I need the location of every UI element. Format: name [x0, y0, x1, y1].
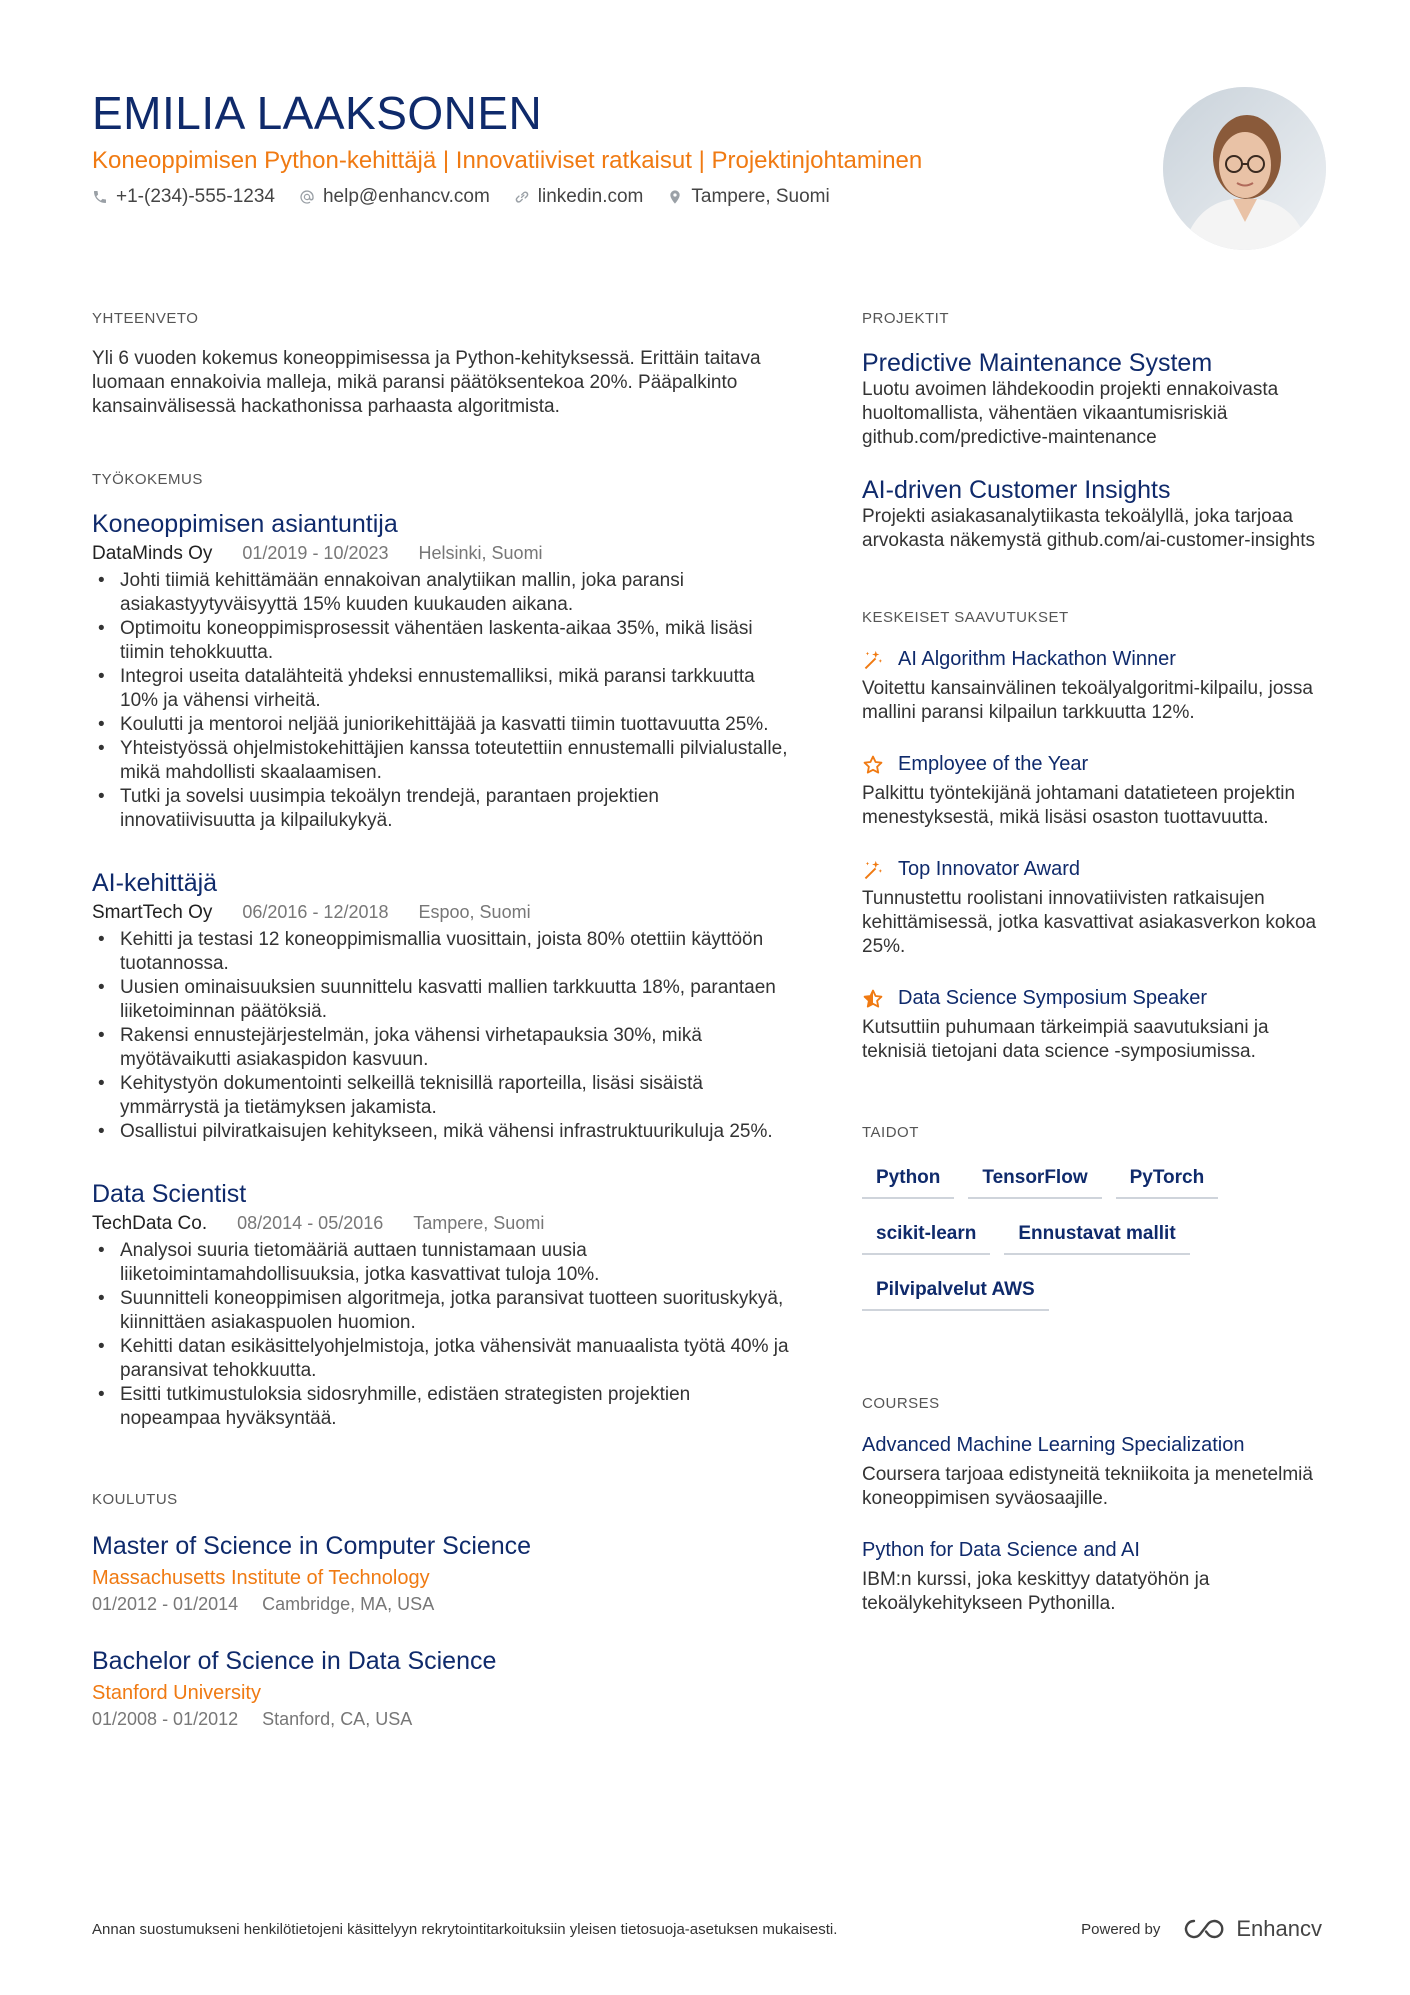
job-dates: 06/2016 - 12/2018 [242, 902, 389, 922]
wand-icon [862, 859, 884, 881]
education-entry [92, 1532, 792, 1615]
achievement-text: Tunnustettu roolistani innovatiivisten ratkaisujen kehittämisessä, jotka kasvattivat asiakasverkon kokoa 25%. [862, 888, 1317, 957]
job-entry [92, 869, 792, 1144]
edu-school: Stanford University [92, 1682, 261, 1704]
project-text: Luotu avoimen lähdekoodin projekti ennakoivasta huoltomallista, vähentäen vikaantumisriskiä github.com/predictive-maintenance [862, 379, 1279, 448]
edu-location: Stanford, CA, USA [262, 1709, 413, 1729]
job-company: DataMinds Oy [92, 543, 213, 564]
job-meta [92, 902, 792, 924]
skills-section [862, 1124, 1332, 1311]
job-bullet: • Esitti tutkimustuloksia sidosryhmille, edistäen strategisten projektien nopeampaa hyväksyntää. [92, 1383, 792, 1431]
summary-heading: YHTEENVETO [92, 310, 199, 327]
edu-meta [92, 1594, 792, 1615]
location-text: Tampere, Suomi [691, 186, 830, 207]
star-half-icon [862, 988, 884, 1010]
job-bullet: • Koulutti ja mentoroi neljää juniorikehittäjää ja kasvatti tiimin tuottavuutta 25%. [92, 713, 792, 737]
powered-by[interactable] [1081, 1916, 1322, 1942]
skill-tag: Ennustavat mallit [1004, 1219, 1189, 1255]
job-bullet: • Rakensi ennustejärjestelmän, joka vähensi virhetapauksia 30%, mikä myötävaikutti asiakaspidon kasvuun. [92, 1024, 792, 1072]
skill-tag: Pilvipalvelut AWS [862, 1275, 1049, 1311]
job-entry [92, 1180, 792, 1431]
job-bullet: • Suunnitteli koneoppimisen algoritmeja, jotka paransivat tuotteen suorituskykyä, kiinnittäen asiakaspuolen huomion. [92, 1287, 792, 1335]
job-location: Helsinki, Suomi [418, 543, 543, 563]
left-column [92, 310, 792, 1730]
achievement-title: AI Algorithm Hackathon Winner [898, 648, 1176, 670]
enhancv-logo[interactable] [1182, 1916, 1322, 1942]
email-text: help@enhancv.com [322, 186, 490, 207]
course-text: Coursera tarjoaa edistyneitä tekniikoita ja menetelmiä koneoppimisen syväosaajille. [862, 1464, 1313, 1509]
achievement-header [862, 987, 1332, 1010]
phone-text: +1-(234)-555-1234 [116, 186, 275, 207]
headline: Koneoppimisen Python-kehittäjä | Innovatiiviset ratkaisut | Projektinjohtaminen [92, 147, 923, 174]
job-entry [92, 510, 792, 833]
achievement-text: Palkittu työntekijänä johtamani datatieteen projektin menestyksestä, mikä lisäsi osaston tuottavuutta. [862, 783, 1296, 828]
job-meta [92, 1213, 792, 1235]
edu-school: Massachusetts Institute of Technology [92, 1567, 430, 1589]
project-title: AI-driven Customer Insights [862, 476, 1171, 504]
project-title: Predictive Maintenance System [862, 349, 1213, 377]
contact-linkedin[interactable] [514, 186, 644, 208]
job-location: Espoo, Suomi [418, 902, 531, 922]
achievement-title: Employee of the Year [898, 753, 1089, 775]
course-title: Python for Data Science and AI [862, 1539, 1140, 1561]
enhancv-logo-icon [1182, 1917, 1226, 1941]
edu-meta [92, 1709, 792, 1730]
job-bullets [92, 1239, 792, 1431]
course-entry [862, 1434, 1332, 1511]
achievement-header [862, 858, 1332, 881]
course-entry [862, 1539, 1332, 1616]
education-heading: KOULUTUS [92, 1491, 178, 1508]
summary-text: Yli 6 vuoden kokemus koneoppimisessa ja Python-kehityksessä. Erittäin taitava luomaan ennakoivia malleja, mikä paransi päätöksentekoa 20%. Pääpalkinto kansainvälisessä hackathonissa parhaasta algoritmista. [92, 348, 761, 417]
contact-bar [92, 186, 830, 208]
contact-phone[interactable] [92, 186, 275, 208]
education-entry [92, 1647, 792, 1730]
achievement-entry [862, 987, 1332, 1064]
enhancv-brand-text: Enhancv [1236, 1916, 1322, 1941]
job-bullet: • Kehitti datan esikäsittelyohjelmistoja, jotka vähensivät manuaalista työtä 40% ja paransivat tehokkuutta. [92, 1335, 792, 1383]
projects-section [862, 310, 1332, 553]
job-bullet: • Uusien ominaisuuksien suunnittelu kasvatti mallien tarkkuutta 18%, parantaen liiketoiminnan päätöksiä. [92, 976, 792, 1024]
achievement-entry [862, 858, 1332, 959]
job-bullet: • Yhteistyössä ohjelmistokehittäjien kanssa toteutettiin ennustemalli pilvialustalle, mikä mahdollisti skaalaamisen. [92, 737, 792, 785]
achievements-heading: KESKEISET SAAVUTUKSET [862, 609, 1069, 626]
skill-tag: TensorFlow [968, 1163, 1101, 1199]
powered-by-label: Powered by [1081, 1920, 1161, 1938]
job-company: TechData Co. [92, 1213, 208, 1234]
skill-tag: PyTorch [1116, 1163, 1219, 1199]
job-bullet: • Optimoitu koneoppimisprosessit vähentäen laskenta-aikaa 35%, mikä lisäsi tiimin tehokkuutta. [92, 617, 792, 665]
achievements-section [862, 609, 1332, 1064]
summary-section [92, 310, 792, 419]
skill-tag: Python [862, 1163, 954, 1199]
project-entry [862, 476, 1332, 553]
job-bullets [92, 569, 792, 833]
job-meta [92, 543, 792, 565]
profile-photo [1163, 87, 1326, 250]
contact-email[interactable] [299, 186, 490, 208]
footer [92, 1916, 1322, 1942]
experience-heading: TYÖKOKEMUS [92, 471, 203, 488]
link-icon [514, 189, 530, 205]
linkedin-text: linkedin.com [537, 186, 644, 207]
experience-section [92, 471, 792, 1431]
job-company: SmartTech Oy [92, 902, 213, 923]
job-title: Koneoppimisen asiantuntija [92, 510, 398, 538]
course-title: Advanced Machine Learning Specialization [862, 1434, 1245, 1456]
achievement-header [862, 753, 1332, 776]
edu-degree: Master of Science in Computer Science [92, 1532, 532, 1560]
job-bullet: • Johti tiimiä kehittämään ennakoivan analytiikan mallin, joka paransi asiakastyytyväisyyttä 15% kuuden kuukauden aikana. [92, 569, 792, 617]
contact-location [667, 186, 829, 208]
projects-heading: PROJEKTIT [862, 310, 950, 327]
job-bullet: • Osallistui pilviratkaisujen kehitykseen, mikä vähensi infrastruktuurikuluja 25%. [92, 1120, 792, 1144]
job-location: Tampere, Suomi [413, 1213, 545, 1233]
at-icon [299, 189, 315, 205]
education-section [92, 1491, 792, 1730]
job-bullet: • Kehitti ja testasi 12 koneoppimismallia vuosittain, joista 80% otettiin käyttöön tuotannossa. [92, 928, 792, 976]
job-dates: 01/2019 - 10/2023 [242, 543, 389, 563]
edu-degree: Bachelor of Science in Data Science [92, 1647, 497, 1675]
course-text: IBM:n kurssi, joka keskittyy datatyöhön ja tekoälykehitykseen Pythonilla. [862, 1569, 1210, 1614]
job-bullets [92, 928, 792, 1144]
achievement-title: Top Innovator Award [898, 858, 1080, 880]
achievement-entry [862, 753, 1332, 830]
right-column [862, 310, 1332, 1616]
job-title: AI-kehittäjä [92, 869, 218, 897]
achievement-header [862, 648, 1332, 671]
skill-tag: scikit-learn [862, 1219, 990, 1255]
edu-location: Cambridge, MA, USA [262, 1594, 435, 1614]
achievement-text: Kutsuttiin puhumaan tärkeimpiä saavutuksiani ja teknisiä tietojani data science -symposiumissa. [862, 1017, 1269, 1062]
skills-heading: TAIDOT [862, 1124, 919, 1141]
project-entry [862, 349, 1332, 450]
candidate-name: EMILIA LAAKSONEN [92, 87, 543, 139]
job-bullet: • Tutki ja sovelsi uusimpia tekoälyn trendejä, parantaen projektien innovatiivisuutta ja kilpailukykyä. [92, 785, 792, 833]
star-outline-icon [862, 754, 884, 776]
gdpr-consent: Annan suostumukseni henkilötietojeni käsittelyyn rekrytointitarkoituksiin yleisen tietosuoja-asetuksen mukaisesti. [92, 1920, 838, 1938]
edu-dates: 01/2008 - 01/2012 [92, 1709, 239, 1729]
job-dates: 08/2014 - 05/2016 [237, 1213, 384, 1233]
job-bullet: • Analysoi suuria tietomääriä auttaen tunnistamaan uusia liiketoimintamahdollisuuksia, jotka kasvattivat tuloja 10%. [92, 1239, 792, 1287]
job-bullet: • Kehitystyön dokumentointi selkeillä teknisillä raporteilla, lisäsi sisäistä ymmärrystä ja tietämyksen jakamista. [92, 1072, 792, 1120]
skills-list [862, 1163, 1302, 1311]
edu-dates: 01/2012 - 01/2014 [92, 1594, 239, 1614]
wand-icon [862, 649, 884, 671]
courses-section [862, 1395, 1332, 1616]
achievement-title: Data Science Symposium Speaker [898, 987, 1208, 1009]
phone-icon [92, 189, 108, 205]
job-title: Data Scientist [92, 1180, 247, 1208]
job-bullet: • Integroi useita datalähteitä yhdeksi ennustemalliksi, mikä paransi tarkkuutta 10% ja vähensi virheitä. [92, 665, 792, 713]
achievement-text: Voitettu kansainvälinen tekoälyalgoritmi-kilpailu, jossa mallini paransi kilpailun tarkkuutta 12%. [862, 678, 1313, 723]
location-pin-icon [667, 189, 683, 205]
project-text: Projekti asiakasanalytiikasta tekoälyllä, joka tarjoaa arvokasta näkemystä github.com/ai-customer-insights [862, 506, 1316, 551]
courses-heading: COURSES [862, 1395, 940, 1412]
achievement-entry [862, 648, 1332, 725]
